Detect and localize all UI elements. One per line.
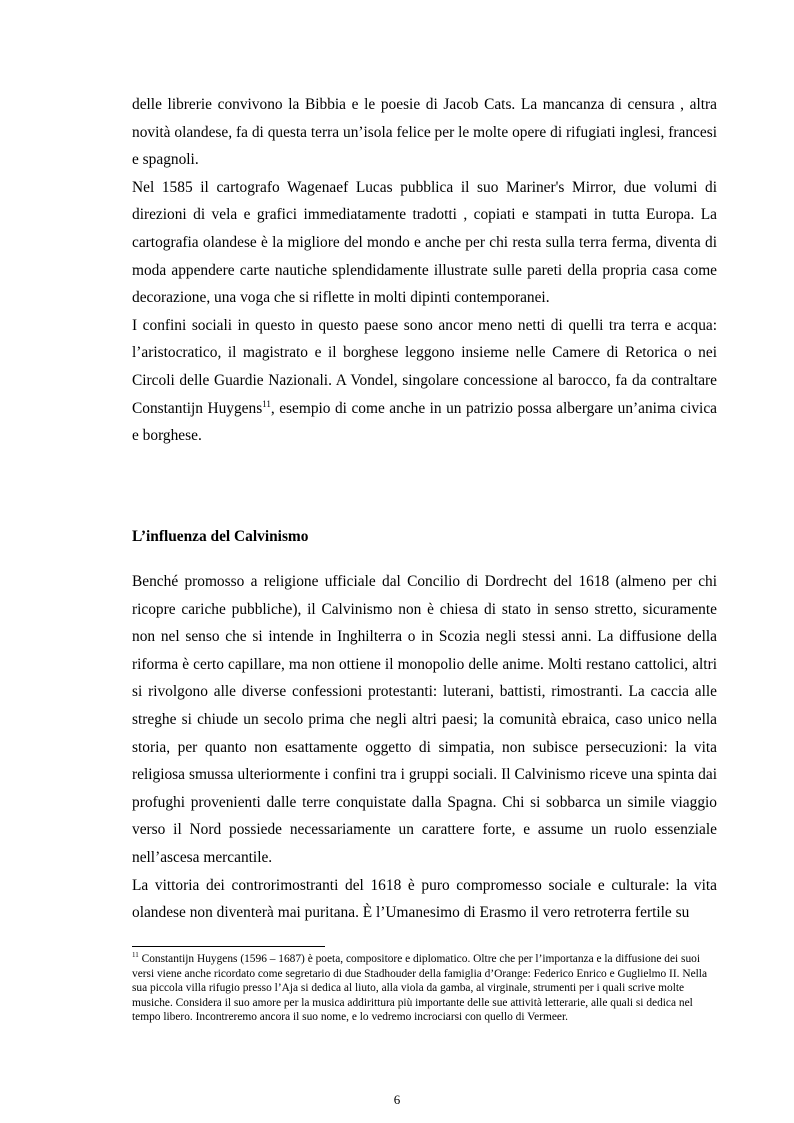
footnote-divider — [132, 946, 325, 947]
paragraph-text: I confini sociali in questo in questo paese sono ancor meno netti di quelli tra terra e acqua: l’aristocratico, il magistrato e il borghese leggono insieme nelle Camere di Retorica o nei Circoli delle Guardie Nazionali. A Vondel, singolare concessione al barocco, fa da contraltare Constantijn Huygens — [132, 316, 717, 417]
footnote — [132, 952, 717, 1025]
paragraph-text: , esempio di come anche in un patrizio possa albergare un’anima civica e borghese. — [132, 399, 717, 445]
paragraph-censorship: delle librerie convivono la Bibbia e le poesie di Jacob Cats. La mancanza di censura , altra novità olandese, fa di questa terra un’isola felice per le molte opere di rifugiati inglesi, francesi e spagnoli. — [132, 96, 717, 169]
page-number: 6 — [393, 1092, 401, 1107]
footnote-number: 11 — [132, 951, 139, 960]
paragraph-cartography: Nel 1585 il cartografo Wagenaef Lucas pubblica il suo Mariner's Mirror, due volumi di direzioni di vela e grafici immediatamente tradotti , copiati e stampati in tutta Europa. La cartografia olandese è la migliore del mondo e anche per chi resta sulla terra ferma, diventa di moda appendere carte nautiche splendidamente illustrate sulle pareti della propria casa come decorazione, una voga che si riflette in molti dipinti contemporanei. — [132, 178, 717, 307]
body-text-section — [132, 568, 717, 927]
paragraph-calvinism: Benché promosso a religione ufficiale dal Concilio di Dordrecht del 1618 (almeno per chi ricopre cariche pubbliche), il Calvinismo non è chiesa di stato in senso stretto, sicuramente non nel senso che si intende in Inghilterra o in Scozia negli stessi anni. La diffusione della riforma è certo capillare, ma non ottiene il monopolio delle anime. Molti restano cattolici, altri si rivolgono alle diverse confessioni protestanti: luterani, battisti, rimostranti. La caccia alle streghe si chiude un secolo prima che negli altri paesi; la comunità ebraica, caso unico nella storia, per quanto non esattamente oggetto di simpatia, non subisce persecuzioni: la vita religiosa smussa ulteriormente i confini tra i gruppi sociali. Il Calvinismo riceve una spinta dai profughi provenienti dalle terre conquistate dalla Spagna. Chi si sobbarca un simile viaggio verso il Nord possiede necessariamente un carattere forte, e assume un ruolo essenziale nell’ascesa mercantile. — [132, 573, 717, 866]
footnote-text: Constantijn Huygens (1596 – 1687) è poeta, compositore e diplomatico. Oltre che per l’importanza e la diffusione dei suoi versi viene anche ricordato come segretario di due Stadhouder della famiglia d’Orange: Federico Enrico e Guglielmo II. Nella sua piccola villa rifugio presso l’Aja si dedica al liuto, alla viola da gamba, al virginale, strumenti per i quali scrive molte musiche. Considera il suo amore per la musica addirittura più importante delle sue attività letterarie, alle quali si dedica nel tempo libero. Incontreremo ancora il suo nome, e lo vedremo incrociarsi con quello di Vermeer. — [132, 953, 708, 1024]
paragraph-counter-remonstrants: La vittoria dei controrimostranti del 1618 è puro compromesso sociale e culturale: la vita olandese non diventerà mai puritana. È l’Umanesimo di Erasmo il vero retroterra fertile su — [132, 876, 717, 922]
section-heading: L’influenza del Calvinismo — [132, 528, 309, 545]
paragraph-social-boundaries — [132, 312, 717, 450]
body-text-top — [132, 91, 717, 450]
footnote-reference[interactable]: 11 — [262, 398, 271, 409]
